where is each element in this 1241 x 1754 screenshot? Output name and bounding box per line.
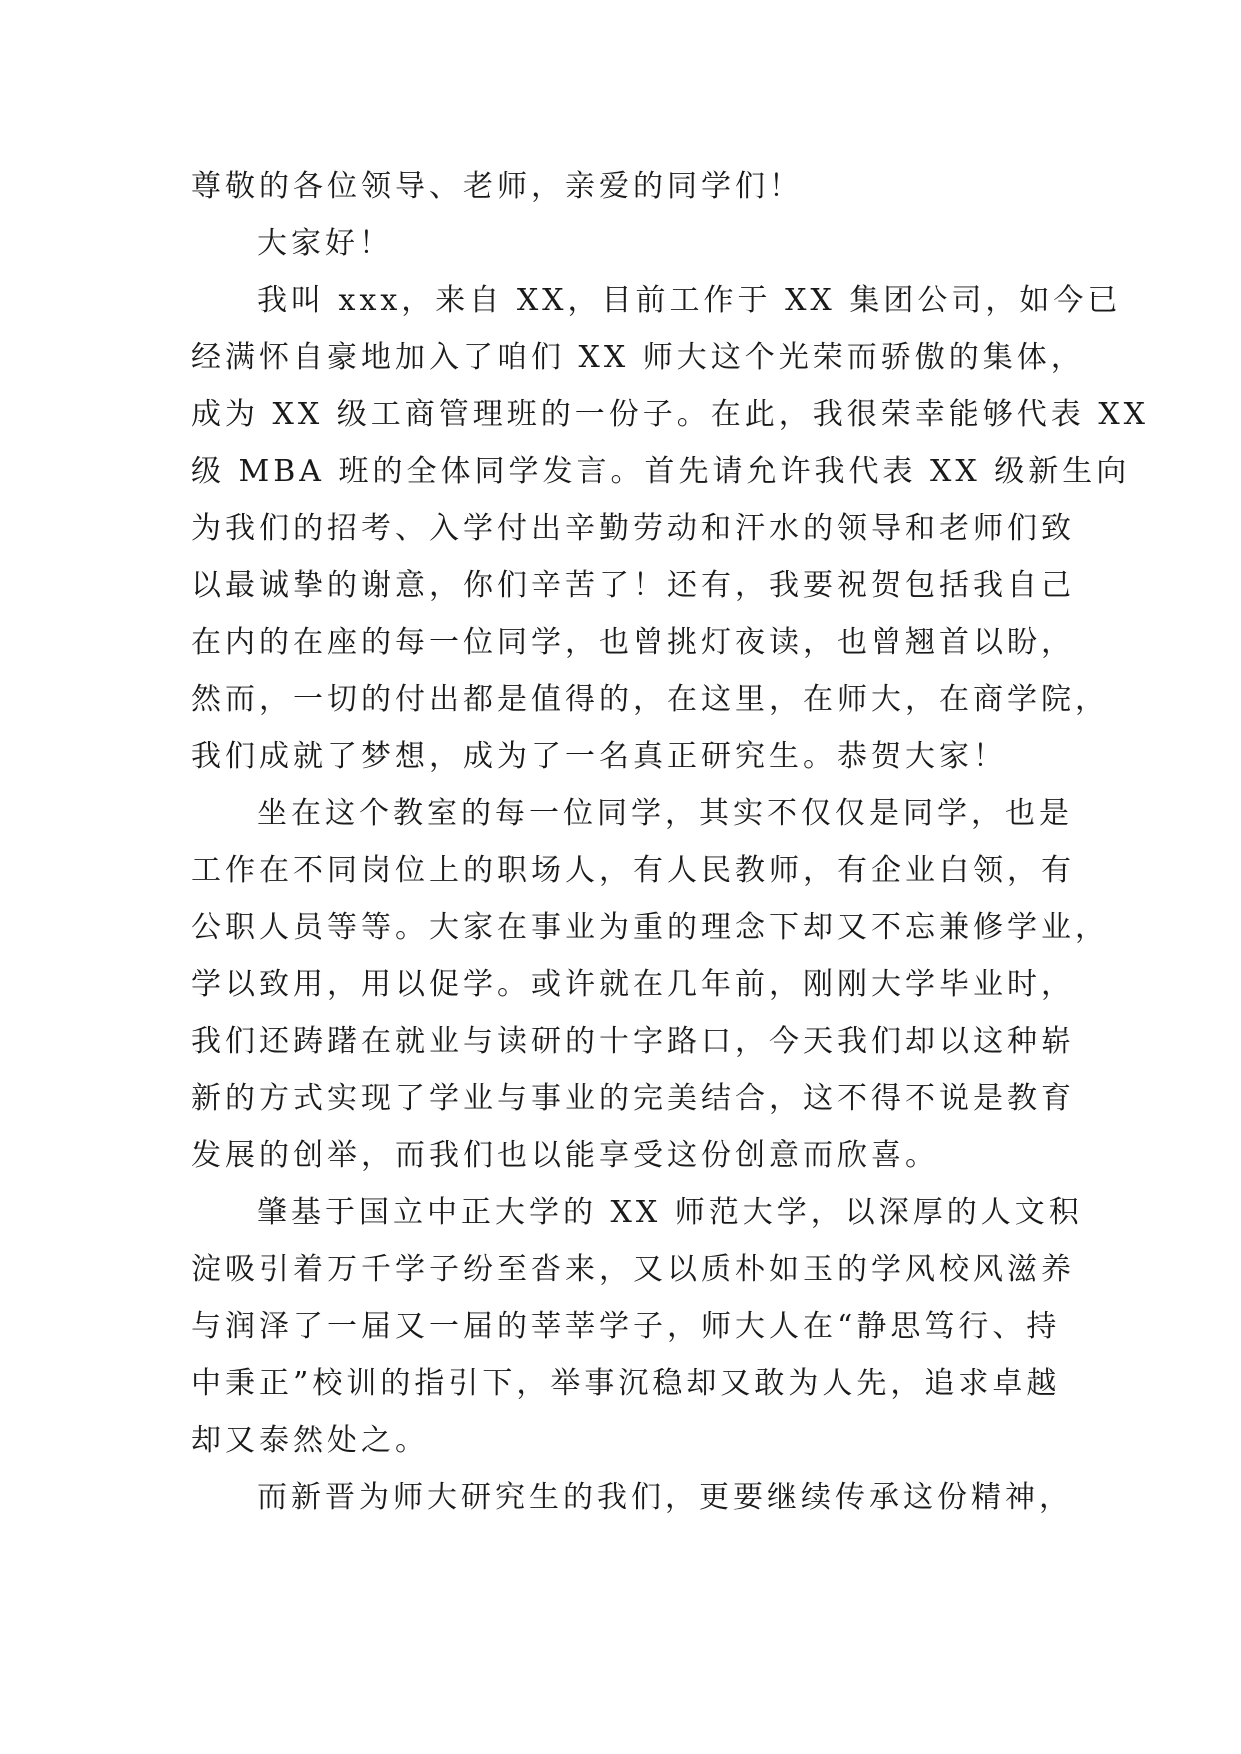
text-line: 淀吸引着万千学子纷至沓来，又以质朴如玉的学风校风滋养 bbox=[191, 1252, 1075, 1287]
text-line: 中秉正”校训的指引下，举事沉稳却又敢为人先，追求卓越 bbox=[191, 1366, 1061, 1401]
text-line: 坐在这个教室的每一位同学，其实不仅仅是同学，也是 bbox=[257, 796, 1073, 831]
text-line: 我们成就了梦想，成为了一名真正研究生。恭贺大家！ bbox=[191, 739, 1007, 774]
text-line: 工作在不同岗位上的职场人，有人民教师，有企业白领，有 bbox=[191, 853, 1075, 888]
text-line: 而新晋为师大研究生的我们，更要继续传承这份精神， bbox=[257, 1480, 1073, 1515]
text-line: 为我们的招考、入学付出辛勤劳动和汗水的领导和老师们致 bbox=[191, 511, 1075, 546]
text-line: 与润泽了一届又一届的莘莘学子，师大人在“静思笃行、持 bbox=[191, 1309, 1061, 1344]
text-line: 尊敬的各位领导、老师，亲爱的同学们！ bbox=[191, 169, 803, 204]
text-line: 却又泰然处之。 bbox=[191, 1423, 429, 1458]
text-line: 级 MBA 班的全体同学发言。首先请允许我代表 XX 级新生向 bbox=[191, 454, 1131, 489]
text-line: 在内的在座的每一位同学，也曾挑灯夜读，也曾翘首以盼， bbox=[191, 625, 1075, 660]
text-line: 肇基于国立中正大学的 XX 师范大学，以深厚的人文积 bbox=[257, 1195, 1083, 1230]
text-line: 大家好！ bbox=[257, 226, 393, 261]
text-line: 公职人员等等。大家在事业为重的理念下却又不忘兼修学业， bbox=[191, 910, 1109, 945]
speech-text bbox=[191, 158, 1150, 1526]
text-line: 我们还踌躇在就业与读研的十字路口，今天我们却以这种崭 bbox=[191, 1024, 1075, 1059]
text-line: 然而，一切的付出都是值得的，在这里，在师大，在商学院， bbox=[191, 682, 1109, 717]
text-line: 以最诚挚的谢意，你们辛苦了！还有，我要祝贺包括我自己 bbox=[191, 568, 1075, 603]
text-line: 经满怀自豪地加入了咱们 XX 师大这个光荣而骄傲的集体， bbox=[191, 340, 1085, 375]
text-line: 成为 XX 级工商管理班的一份子。在此，我很荣幸能够代表 XX bbox=[191, 397, 1150, 432]
text-line: 我叫 xxx，来自 XX，目前工作于 XX 集团公司，如今已 bbox=[257, 283, 1122, 318]
text-line: 学以致用，用以促学。或许就在几年前，刚刚大学毕业时， bbox=[191, 967, 1075, 1002]
text-line: 新的方式实现了学业与事业的完美结合，这不得不说是教育 bbox=[191, 1081, 1075, 1116]
text-line: 发展的创举，而我们也以能享受这份创意而欣喜。 bbox=[191, 1138, 939, 1173]
